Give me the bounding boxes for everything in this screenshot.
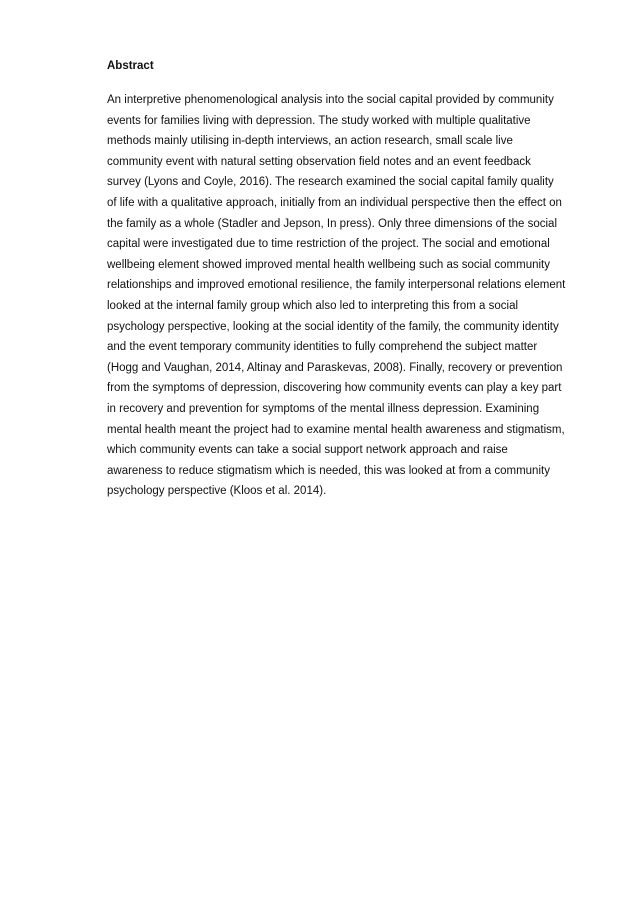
paragraph-line: psychology perspective (Kloos et al. 2014). (107, 485, 327, 498)
paragraph-line: events for families living with depression. The study worked with multiple qualitative (107, 114, 531, 127)
paragraph-line: mental health meant the project had to examine mental health awareness and stigmatism, (107, 423, 565, 436)
paragraph-line: the family as a whole (Stadler and Jepson, In press). Only three dimensions of the social (107, 217, 558, 230)
paragraph-line: (Hogg and Vaughan, 2014, Altinay and Paraskevas, 2008). Finally, recovery or prevention (107, 361, 563, 374)
paragraph-line: from the symptoms of depression, discovering how community events can play a key part (107, 382, 562, 395)
paragraph-line: psychology perspective, looking at the social identity of the family, the community identity (107, 320, 559, 333)
paragraph-line: in recovery and prevention for symptoms of the mental illness depression. Examining (107, 402, 540, 415)
abstract-heading: Abstract (107, 60, 154, 72)
paragraph-line: awareness to reduce stigmatism which is needed, this was looked at from a community (107, 464, 550, 477)
paragraph-line: survey (Lyons and Coyle, 2016). The research examined the social capital family quality (107, 176, 554, 189)
paragraph-line: relationships and improved emotional resilience, the family interpersonal relations element (107, 279, 566, 292)
paragraph-line: wellbeing element showed improved mental health wellbeing such as social community (107, 258, 550, 271)
paragraph-line: looked at the internal family group which also led to interpreting this from a social (107, 299, 519, 312)
paragraph-line: An interpretive phenomenological analysis into the social capital provided by community (107, 94, 554, 106)
paragraph-line: community event with natural setting observation field notes and an event feedback (107, 155, 531, 168)
paragraph-line: and the event temporary community identities to fully comprehend the subject matter (107, 341, 538, 354)
paragraph-line: capital were investigated due to time restriction of the project. The social and emotional (107, 238, 550, 251)
paragraph-line: methods mainly utilising in-depth interviews, an action research, small scale live (107, 135, 513, 148)
paragraph-line: which community events can take a social support network approach and raise (107, 444, 508, 457)
abstract-paragraph (107, 90, 577, 502)
paragraph-line: of life with a qualitative approach, initially from an individual perspective then the effect on (107, 196, 562, 209)
